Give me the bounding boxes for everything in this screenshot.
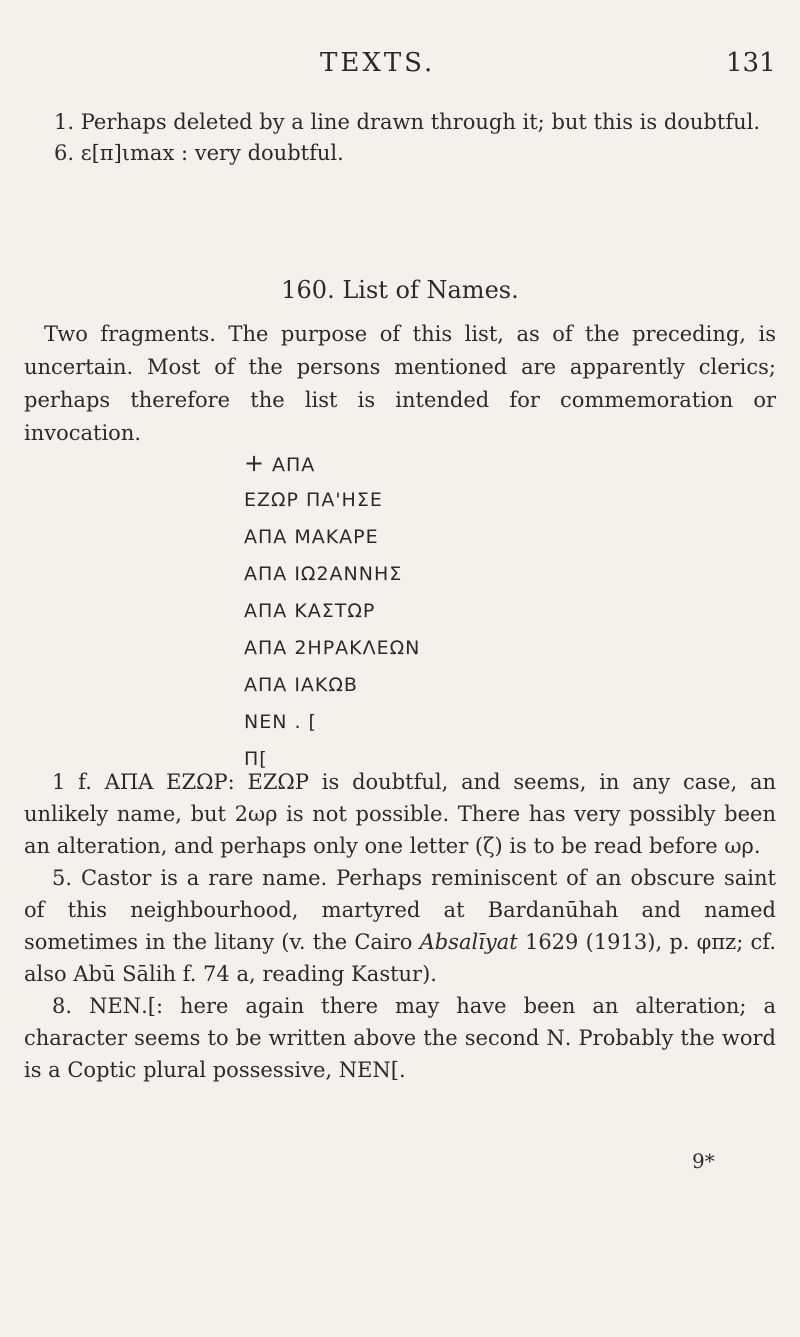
name-text: ΑΠΑ ΚΑΣΤΩΡ [244,600,376,622]
name-list [244,445,664,778]
running-title: TEXTS. [320,48,436,78]
name-text: ΑΠΑ ΜΑΚΑΡΕ [244,526,379,548]
page-number: 131 [726,48,776,78]
note-1: 1. Perhaps deleted by a line drawn through it; but this is doubtful. [54,110,761,134]
note-5-text-cont: 1629 (1913), p. φπz; cf. also Abū Sālih f. 74 a, reading Kastur). [24,930,776,986]
name-text: ΕΖΩΡ ΠΑ'ΗΣΕ [244,489,383,511]
name-line [244,519,664,556]
name-line [244,445,664,482]
notes-top [24,107,776,169]
name-text: ΑΠΑ ΙΑΚΩΒ [244,674,358,696]
note-5 [24,862,776,990]
note-5-text: 5. Castor is a rare name. Perhaps reminiscent of an obscure saint of this neighbourhood, martyred at Bardanūhah and named sometimes in the litany (v. the Cairo [24,866,776,954]
name-line [244,704,664,741]
name-line [244,593,664,630]
note-5-title: Absalīyat [419,930,518,954]
name-text: ΑΠΑ [272,454,316,476]
note-8: 8. ΝΕΝ.[: here again there may have been an alteration; a character seems to be written above the second Ν. Probably the word is a Coptic plural possessive, ΝΕΝ[. [24,994,776,1082]
name-line [244,630,664,667]
name-line [244,482,664,519]
note-1-2: 1 f. ΑΠΑ ΕΖΩΡ: ΕΖΩΡ is doubtful, and seems, in any case, an unlikely name, but 2ωρ is not possible. There has very possibly been an alteration, and perhaps only one letter (ζ) is to be read before ωρ. [24,770,776,858]
name-line [244,667,664,704]
notes-bottom [24,766,776,1086]
name-text: ΝΕΝ . [ [244,711,317,733]
section-heading: 160. List of Names. [281,276,519,304]
name-text: Π[ [244,748,268,770]
running-head [0,48,800,88]
note-6: 6. ε[π]ιmax : very doubtful. [54,141,344,165]
section-intro [24,318,776,450]
name-line [244,556,664,593]
name-text: ΑΠΑ ΙΩ2ΑΝΝΗΣ [244,563,403,585]
signature-mark: 9* [692,1149,715,1173]
intro-paragraph: Two fragments. The purpose of this list, as of the preceding, is uncertain. Most of the persons mentioned are apparently clerics; perhaps therefore the list is intended for commemoration or invocation. [24,322,776,445]
cross-icon: + [244,449,266,477]
name-text: ΑΠΑ 2ΗΡΑΚΛΕΩΝ [244,637,421,659]
